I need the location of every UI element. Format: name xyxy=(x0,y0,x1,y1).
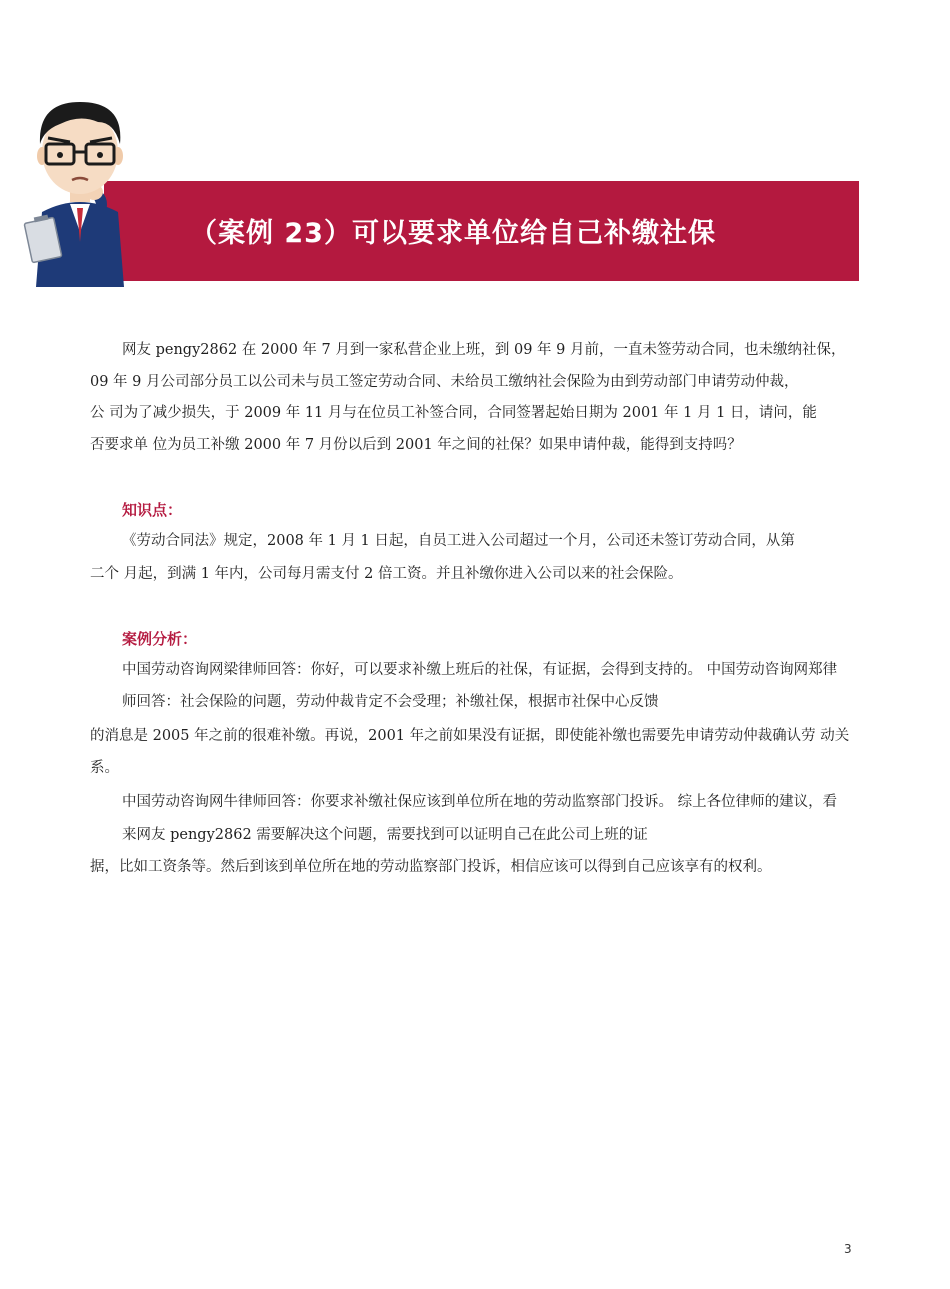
analysis-line: 据，比如工资条等。然后到该到单位所在地的劳动监察部门投诉，相信应该可以得到自己应该享有的权利。 xyxy=(90,859,772,875)
analysis-line: 系。 xyxy=(90,760,119,776)
knowledge-line: 《劳动合同法》规定，2008 年 1 月 1 日起，自员工进入公司超过一个月，公司还未签订劳动合同，从第 xyxy=(122,533,795,549)
question-line: 公 司为了减少损失，于 2009 年 11 月与在位员工补签合同，合同签署起始日期为 2001 年 1 月 1 日，请问，能 xyxy=(90,405,817,421)
lawyer-mascot-illustration xyxy=(20,92,140,287)
analysis-line: 的消息是 2005 年之前的很难补缴。再说，2001 年之前如果没有证据，即使能补缴也需要先申请劳动仲裁确认劳 动关 xyxy=(90,728,850,744)
page-title: （案例 23）可以要求单位给自己补缴社保 xyxy=(190,218,716,249)
analysis-line: 师回答：社会保险的问题，劳动仲裁肯定不会受理；补缴社保，根据市社保中心反馈 xyxy=(122,694,659,710)
knowledge-heading: 知识点： xyxy=(122,501,183,519)
analysis-line: 中国劳动咨询网梁律师回答：你好，可以要求补缴上班后的社保，有证据，会得到支持的。 中国劳动咨询网郑律 xyxy=(122,662,838,678)
analysis-heading: 案例分析： xyxy=(122,630,198,648)
question-line: 网友 pengy2862 在 2000 年 7 月到一家私营企业上班，到 09 年 9 月前，一直未签劳动合同，也未缴纳社保， xyxy=(122,342,846,358)
question-line: 09 年 9 月公司部分员工以公司未与员工签定劳动合同、未给员工缴纳社会保险为由到劳动部门申请劳动仲裁， xyxy=(90,374,799,390)
analysis-line: 来网友 pengy2862 需要解决这个问题，需要找到可以证明自己在此公司上班的证 xyxy=(122,827,648,843)
page-number: 3 xyxy=(844,1242,852,1256)
question-line: 否要求单 位为员工补缴 2000 年 7 月份以后到 2001 年之间的社保？如果申请仲裁，能得到支持吗？ xyxy=(90,437,742,453)
knowledge-line: 二个 月起，到满 1 年内，公司每月需支付 2 倍工资。并且补缴你进入公司以来的社会保险。 xyxy=(90,566,683,582)
analysis-line: 中国劳动咨询网牛律师回答：你要求补缴社保应该到单位所在地的劳动监察部门投诉。 综上各位律师的建议，看 xyxy=(122,794,838,810)
